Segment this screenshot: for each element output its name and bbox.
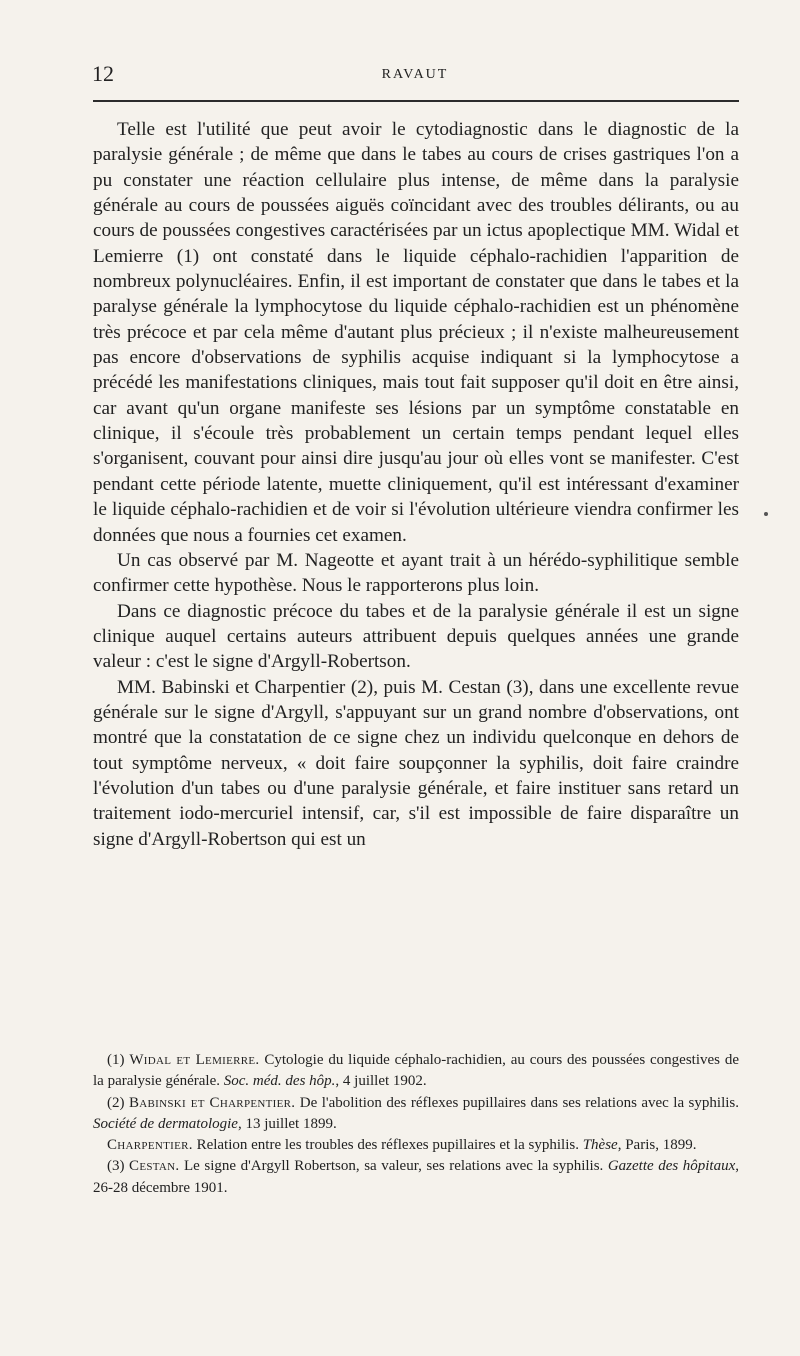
page-number: 12: [92, 61, 114, 86]
footnote-date: , 4 juillet 1902.: [335, 1073, 427, 1090]
footnote-text: Relation entre les troubles des réflexes pupillaires et la syphilis.: [196, 1137, 579, 1154]
footnote-text: Cytologie du liquide céphalo-rachidien, au cours des poussées congestives de la paralysie générale.: [93, 1052, 739, 1090]
footnote-marker: (1): [107, 1052, 125, 1068]
footnote-source: Soc. méd. des hôp.: [223, 1073, 336, 1090]
footnote-source: Société de dermatologie: [93, 1115, 238, 1132]
footnote-text: Le signe d'Argyll Robertson, sa valeur, ses relations avec la syphilis.: [184, 1158, 604, 1175]
footnote-text: De l'abolition des réflexes pupillaires dans ses relations avec la syphilis.: [299, 1094, 739, 1111]
footnote-marker: (3): [107, 1158, 125, 1175]
paragraph: MM. Babinski et Charpentier (2), puis M. Cestan (3), dans une excellente revue générale sur le signe d'Argyll, s'appuyant sur un grand nombre d'observations, ont montré que la constatation de ce signe chez un individu quelconque en dehors de tout symptôme nerveux, « doit faire soupçonner la syphilis, doit faire craindre l'évolution d'un tabes ou d'une paralysie générale, et faire instituer sans retard un traitement iodo-mercuriel intensif, car, s'il est impossible de faire disparaître un signe d'Argyll-Robertson qui est un: [93, 676, 739, 850]
footnote: [93, 1050, 739, 1093]
footnote-author: Babinski et Charpentier.: [128, 1094, 296, 1111]
footnote-date: , 26-28 décembre 1901.: [93, 1158, 739, 1196]
footnote-date: , 13 juillet 1899.: [237, 1115, 337, 1132]
footnote-source: Thèse: [582, 1137, 618, 1154]
paragraph: Un cas observé par M. Nageotte et ayant trait à un hérédo-syphilitique semble confirmer cette hypothèse. Nous le rapporterons plus loin.: [93, 549, 739, 597]
running-head: RAVAUT: [381, 67, 449, 82]
margin-dot: [764, 512, 768, 516]
footnote-author: Cestan.: [129, 1158, 180, 1175]
main-text: [93, 117, 739, 852]
footnote-author: Widal et Lemierre.: [129, 1052, 260, 1068]
footnote-marker: (2): [107, 1094, 125, 1111]
footnote-date: , Paris, 1899.: [617, 1137, 697, 1154]
footnote-author: Charpentier.: [107, 1137, 193, 1154]
footnote: [93, 1156, 739, 1199]
footnote-source: Gazette des hôpitaux: [607, 1158, 736, 1175]
footnote: [93, 1135, 739, 1156]
page-header: [92, 60, 738, 92]
paragraph: Telle est l'utilité que peut avoir le cytodiagnostic dans le diagnostic de la paralysie générale ; de même que dans le tabes au cours de crises gastriques l'on a pu constater une réaction cellulaire plus intense, de même dans la paralysie générale au cours de poussées aiguës coïncidant avec des troubles délirants, ou au cours de poussées congestives caractérisées par un ictus apoplectique MM. Widal et Lemierre (1) ont constaté dans le liquide céphalo-rachidien l'apparition de nombreux polynucléaires. Enfin, il est important de constater que dans le tabes et la paralyse générale la lymphocytose du liquide céphalo-rachidien est un phénomène très précoce et par cela même d'autant plus précieux ; il n'existe malheureusement pas encore d'observations de syphilis acquise indiquant si la lymphocytose a précédé les manifestations cliniques, mais tout fait supposer qu'il doit en être ainsi, car avant qu'un organe manifeste ses lésions par un symptôme constatable en clinique, il s'écoule très probablement un certain temps pendant lequel elles s'organisent, couvant pour ainsi dire jusqu'au jour où elles vont se manifester. C'est pendant cette période latente, muette cliniquement, qu'il est intéressant d'examiner le liquide céphalo-rachidien et de voir si l'évolution ultérieure viendra confirmer les données que nous a fournies cet examen.: [93, 119, 739, 546]
header-rule: [93, 100, 739, 102]
paragraph: Dans ce diagnostic précoce du tabes et de la paralysie générale il est un signe clinique auquel certains auteurs attribuent depuis quelques années une grande valeur : c'est le signe d'Argyll-Robertson.: [93, 600, 739, 673]
footnote: [93, 1093, 739, 1136]
footnotes: [93, 1050, 739, 1199]
